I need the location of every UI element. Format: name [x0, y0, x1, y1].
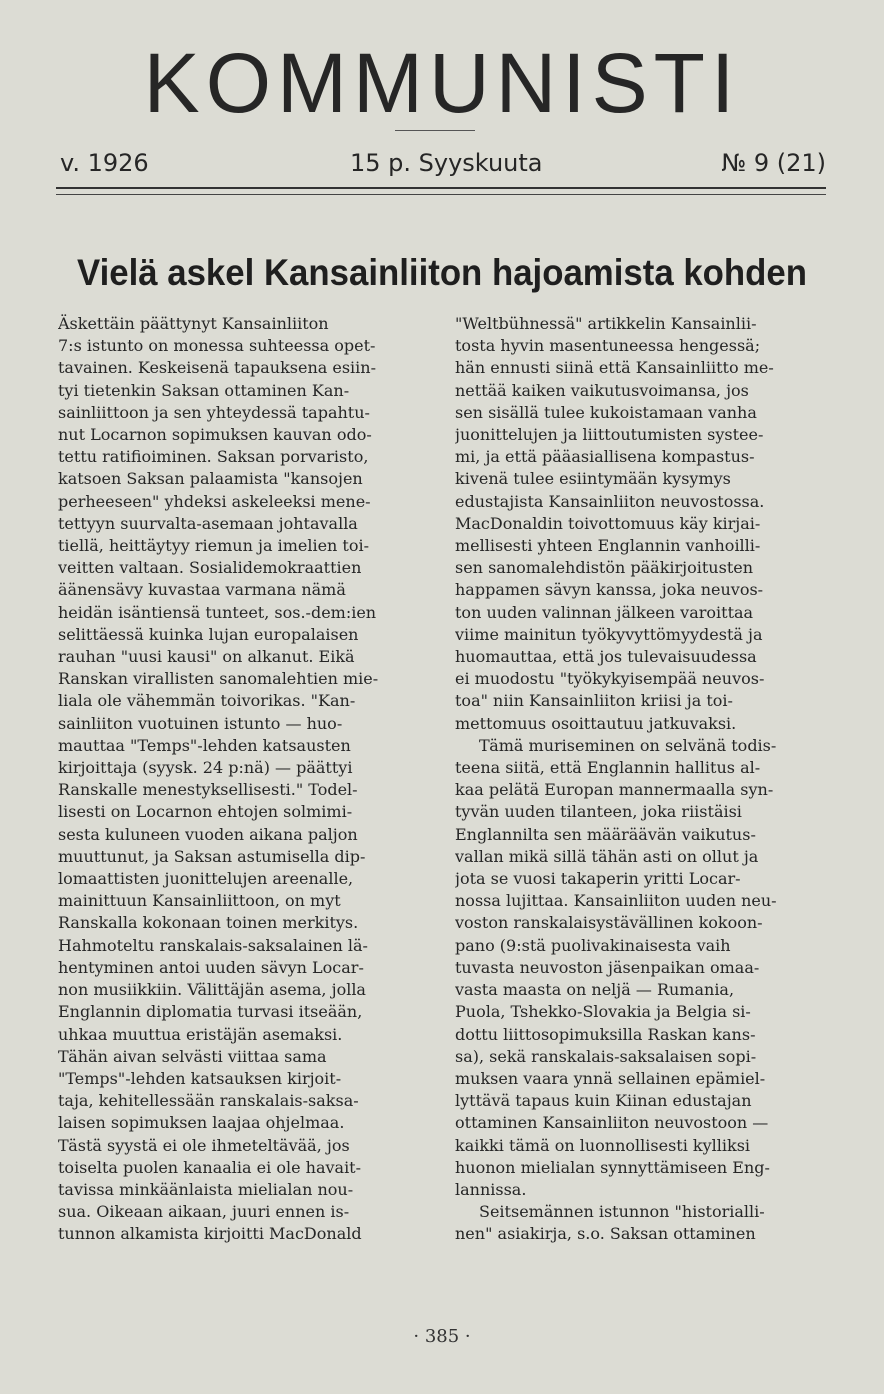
page-number: · 385 ·: [413, 1326, 471, 1347]
text-line: sainliiton vuotuinen istunto — huo-: [58, 713, 343, 733]
text-line: viime mainitun työkyvyttömyydestä ja: [455, 624, 763, 644]
text-line: sua. Oikeaan aikaan, juuri ennen is-: [58, 1202, 350, 1222]
text-line: Hahmoteltu ranskalais-saksalainen lä-: [58, 935, 368, 955]
text-line: "Weltbühnessä" artikkelin Kansainlii-: [455, 314, 757, 333]
text-line: 7:s istunto on monessa suhteessa opet-: [58, 336, 376, 356]
article-column-left: [58, 313, 430, 1246]
text-line: toiselta puolen kanaalia ei ole havait-: [58, 1157, 362, 1177]
text-line: lomaattisten juonittelujen areenalle,: [58, 869, 354, 889]
text-line: tunnon alkamista kirjoitti MacDonald: [58, 1224, 362, 1244]
text-line: hän ennusti siinä että Kansainliitto me-: [455, 358, 774, 378]
text-line: veitten valtaan. Sosialidemokraattien: [58, 558, 362, 578]
text-line: Puola, Tshekko-Slovakia ja Belgia si-: [455, 1002, 751, 1022]
text-line: Ranskalla kokonaan toinen merkitys.: [58, 913, 359, 933]
text-line: muuttunut, ja Saksan astumisella dip-: [58, 846, 366, 866]
text-line: perheeseen" yhdeksi askeleeksi mene-: [58, 491, 371, 511]
text-line: ei muodostu "työkykyisempää neuvos-: [455, 669, 765, 689]
text-line: teena siitä, että Englannin hallitus al-: [455, 758, 761, 778]
text-line: toa" niin Kansainliiton kriisi ja toi-: [455, 691, 733, 711]
text-line: Englannilta sen määräävän vaikutus-: [455, 824, 756, 844]
text-line: sainliittoon ja sen yhteydessä tapahtu-: [58, 402, 370, 422]
article-headline: Vielä askel Kansainliiton hajoamista kohden: [77, 252, 807, 293]
masthead-title: KOMMUNISTI: [143, 36, 741, 130]
text-line: liala ole vähemmän toivorikas. "Kan-: [58, 691, 356, 711]
text-line: MacDonaldin toivottomuus käy kirjai-: [455, 513, 761, 533]
text-line: kirjoittaja (syysk. 24 p:nä) — päättyi: [58, 758, 353, 778]
text-line: Äskettäin päättynyt Kansainliiton: [58, 314, 329, 333]
text-line: tavissa minkäänlaista mielialan nou-: [58, 1179, 354, 1199]
text-line: Seitsemännen istunnon "historialli-: [479, 1202, 765, 1222]
text-line: mettomuus osoittautuu jatkuvaksi.: [455, 713, 737, 733]
text-line: nossa lujittaa. Kansainliiton uuden neu-: [455, 891, 777, 911]
text-line: Ranskan virallisten sanomalehtien mie-: [58, 669, 379, 689]
text-line: tettyyn suurvalta-asemaan johtavalla: [58, 513, 358, 533]
text-line: sen sanomalehdistön pääkirjoitusten: [455, 558, 754, 578]
text-line: jota se vuosi takaperin yritti Locar-: [455, 869, 741, 889]
text-line: kaa pelätä Europan mannermaalla syn-: [455, 780, 774, 800]
text-line: heidän isäntiensä tunteet, sos.-dem:ien: [58, 602, 377, 622]
text-line: ton uuden valinnan jälkeen varoittaa: [455, 602, 754, 622]
text-line: ottaminen Kansainliiton neuvostoon —: [455, 1113, 769, 1133]
text-line: edustajista Kansainliiton neuvostossa.: [455, 491, 765, 511]
text-line: non musiikkiin. Välittäjän asema, jolla: [58, 980, 366, 1000]
text-line: Tästä syystä ei ole ihmeteltävää, jos: [58, 1135, 350, 1155]
text-line: huomauttaa, että jos tulevaisuudessa: [455, 647, 757, 667]
text-line: nen" asiakirja, s.o. Saksan ottaminen: [455, 1224, 756, 1244]
article-column-right: [455, 313, 827, 1246]
text-line: äänensävy kuvastaa varmana nämä: [58, 580, 346, 600]
text-line: tuvasta neuvoston jäsenpaikan omaa-: [455, 957, 760, 977]
text-line: tyvän uuden tilanteen, joka riistäisi: [455, 802, 742, 822]
text-line: sen sisällä tulee kukoistamaan vanha: [455, 402, 757, 422]
masthead-divider: [395, 130, 475, 131]
text-line: tiellä, heittäytyy riemun ja imelien toi-: [58, 536, 370, 556]
text-line: vallan mikä sillä tähän asti on ollut ja: [455, 846, 759, 866]
text-line: kaikki tämä on luonnollisesti kylliksi: [455, 1135, 751, 1155]
text-line: selittäessä kuinka lujan europalaisen: [58, 624, 359, 644]
text-line: mainittuun Kansainliittoon, on myt: [58, 891, 341, 911]
text-line: dottu liittosopimuksilla Raskan kans-: [455, 1024, 756, 1044]
text-line: tyi tietenkin Saksan ottaminen Kan-: [58, 380, 350, 400]
text-line: uhkaa muuttua eristäjän asemaksi.: [58, 1024, 343, 1044]
header-rule-thin: [56, 194, 826, 195]
issue-number: № 9 (21): [721, 149, 826, 177]
issue-date: 15 p. Syyskuuta: [350, 149, 543, 177]
text-line: tosta hyvin masentuneessa hengessä;: [455, 336, 761, 356]
text-line: kivenä tulee esiintymään kysymys: [455, 469, 731, 489]
text-line: katsoen Saksan palaamista "kansojen: [58, 469, 363, 489]
text-line: tettu ratifioiminen. Saksan porvaristo,: [58, 447, 369, 467]
text-line: mauttaa "Temps"-lehden katsausten: [58, 735, 351, 755]
text-line: hentyminen antoi uuden sävyn Locar-: [58, 957, 364, 977]
text-line: Englannin diplomatia turvasi itseään,: [58, 1002, 363, 1022]
text-line: Tämä muriseminen on selvänä todis-: [479, 735, 777, 755]
text-line: rauhan "uusi kausi" on alkanut. Eikä: [58, 647, 355, 667]
text-line: lannissa.: [455, 1179, 527, 1199]
text-line: "Temps"-lehden katsauksen kirjoit-: [58, 1068, 342, 1088]
text-line: huonon mielialan synnyttämiseen Eng-: [455, 1157, 770, 1177]
text-line: sa), sekä ranskalais-saksalaisen sopi-: [455, 1046, 757, 1066]
text-line: Ranskalle menestyksellisesti." Todel-: [58, 780, 358, 800]
text-line: sesta kuluneen vuoden aikana paljon: [58, 824, 358, 844]
text-line: juonittelujen ja liittoutumisten systee-: [455, 425, 764, 445]
text-line: laisen sopimuksen laajaa ohjelmaa.: [58, 1113, 345, 1133]
text-line: Tähän aivan selvästi viittaa sama: [58, 1046, 327, 1066]
text-line: lyttävä tapaus kuin Kiinan edustajan: [455, 1091, 752, 1111]
text-line: mi, ja että pääasiallisena kompastus-: [455, 447, 755, 467]
header-rule-thick: [56, 187, 826, 189]
text-line: vasta maasta on neljä — Rumania,: [455, 980, 735, 1000]
text-line: muksen vaara ynnä sellainen epämiel-: [455, 1068, 766, 1088]
text-line: tavainen. Keskeisenä tapauksena esiin-: [58, 358, 376, 378]
text-line: taja, kehitellessään ranskalais-saksa-: [58, 1091, 359, 1111]
text-line: nettää kaiken vaikutusvoimansa, jos: [455, 380, 749, 400]
text-line: mellisesti yhteen Englannin vanhoilli-: [455, 536, 761, 556]
text-line: happamen sävyn kanssa, joka neuvos-: [455, 580, 764, 600]
text-line: voston ranskalaisystävällinen kokoon-: [455, 913, 763, 933]
issue-year: v. 1926: [60, 149, 149, 177]
text-line: pano (9:stä puolivakinaisesta vaih: [455, 935, 731, 955]
text-line: lisesti on Locarnon ehtojen solmimi-: [58, 802, 353, 822]
text-line: nut Locarnon sopimuksen kauvan odo-: [58, 425, 372, 445]
